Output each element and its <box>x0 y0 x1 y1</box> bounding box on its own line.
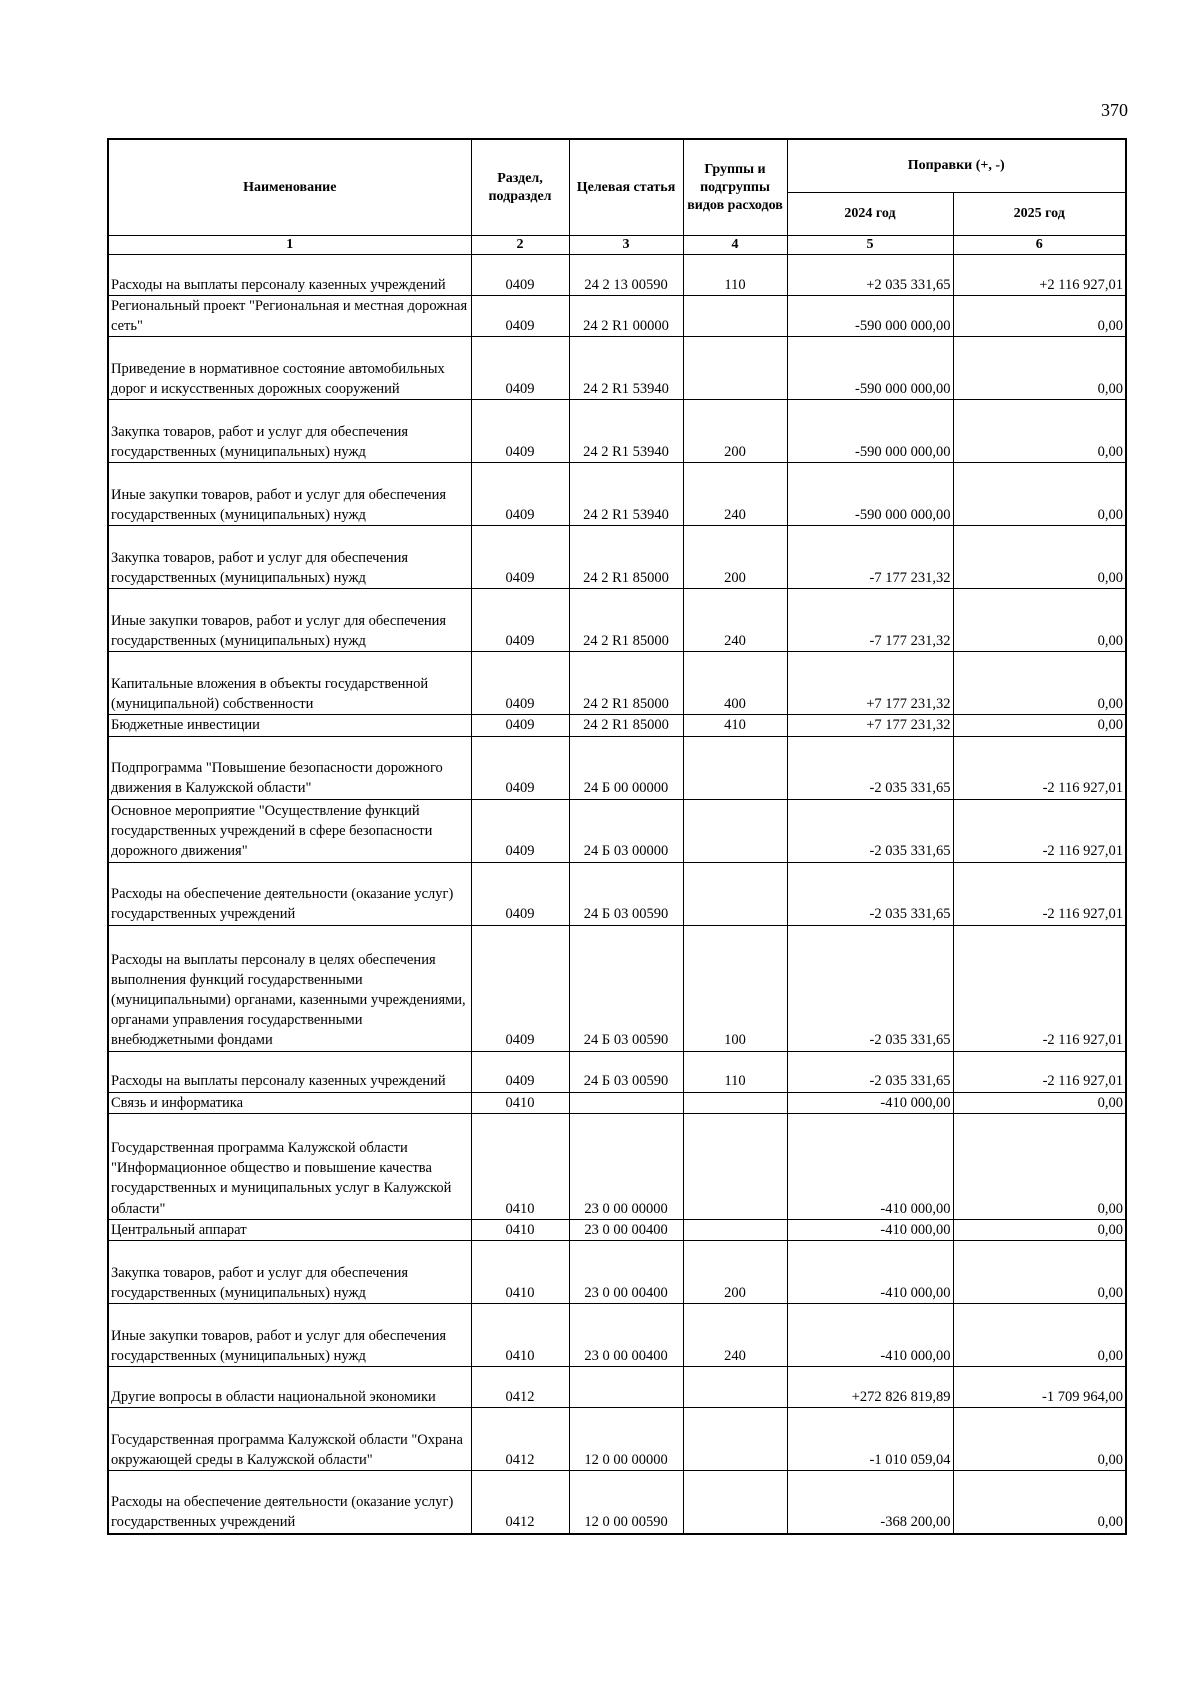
row-section: 0409 <box>471 1051 569 1092</box>
table-row <box>108 1408 1126 1471</box>
row-2024: -7 177 231,32 <box>787 526 953 589</box>
row-name: Расходы на выплаты персоналу казенных учреждений <box>108 1051 471 1092</box>
row-target: 12 0 00 00590 <box>569 1471 683 1534</box>
column-number: 6 <box>953 236 1126 255</box>
row-name: Закупка товаров, работ и услуг для обеспечения государственных (муниципальных) нужд <box>108 526 471 589</box>
row-group: 240 <box>683 1304 787 1367</box>
row-target: 24 2 R1 85000 <box>569 526 683 589</box>
row-target <box>569 1092 683 1113</box>
row-name: Региональный проект "Региональная и местная дорожная сеть" <box>108 296 471 337</box>
table-row <box>108 925 1126 1051</box>
row-section: 0409 <box>471 255 569 296</box>
row-target: 24 2 R1 85000 <box>569 652 683 715</box>
row-2025: -2 116 927,01 <box>953 1051 1126 1092</box>
row-2025: -2 116 927,01 <box>953 799 1126 862</box>
page-number: 370 <box>1101 100 1128 120</box>
row-name: Связь и информатика <box>108 1092 471 1113</box>
row-2025: 0,00 <box>953 1092 1126 1113</box>
table-row <box>108 1051 1126 1092</box>
header-year-2024: 2024 год <box>787 193 953 236</box>
row-2024: +7 177 231,32 <box>787 715 953 736</box>
row-target: 23 0 00 00400 <box>569 1304 683 1367</box>
row-group: 400 <box>683 652 787 715</box>
table-row <box>108 1471 1126 1534</box>
table-row <box>108 652 1126 715</box>
row-2025: 0,00 <box>953 296 1126 337</box>
row-name: Приведение в нормативное состояние автомобильных дорог и искусственных дорожных сооружений <box>108 337 471 400</box>
row-2025: 0,00 <box>953 463 1126 526</box>
header-name: Наименование <box>108 139 471 236</box>
row-section: 0412 <box>471 1408 569 1471</box>
row-2025: 0,00 <box>953 715 1126 736</box>
row-target: 24 2 R1 53940 <box>569 463 683 526</box>
row-section: 0409 <box>471 337 569 400</box>
row-2024: -410 000,00 <box>787 1113 953 1219</box>
row-2024: -1 010 059,04 <box>787 1408 953 1471</box>
row-2025: -2 116 927,01 <box>953 862 1126 925</box>
row-2025: 0,00 <box>953 589 1126 652</box>
row-section: 0409 <box>471 736 569 799</box>
row-target: 24 2 R1 53940 <box>569 337 683 400</box>
row-2024: -2 035 331,65 <box>787 736 953 799</box>
table-row <box>108 799 1126 862</box>
row-section: 0409 <box>471 799 569 862</box>
table-row <box>108 463 1126 526</box>
row-name: Основное мероприятие "Осуществление функций государственных учреждений в сфере безопасности дорожного движения" <box>108 799 471 862</box>
row-name: Закупка товаров, работ и услуг для обеспечения государственных (муниципальных) нужд <box>108 400 471 463</box>
row-group <box>683 1408 787 1471</box>
row-group <box>683 1367 787 1408</box>
row-2024: +7 177 231,32 <box>787 652 953 715</box>
row-section: 0409 <box>471 925 569 1051</box>
row-section: 0409 <box>471 400 569 463</box>
column-number: 5 <box>787 236 953 255</box>
row-2024: -2 035 331,65 <box>787 925 953 1051</box>
row-target: 24 2 R1 85000 <box>569 589 683 652</box>
row-name: Расходы на выплаты персоналу в целях обеспечения выполнения функций государственными (муниципальными) органами, казенными учреждениями, органами управления государственными внебюджетными фондами <box>108 925 471 1051</box>
row-2025: 0,00 <box>953 526 1126 589</box>
row-section: 0409 <box>471 715 569 736</box>
row-group: 110 <box>683 1051 787 1092</box>
row-section: 0409 <box>471 296 569 337</box>
row-2025: +2 116 927,01 <box>953 255 1126 296</box>
row-group: 110 <box>683 255 787 296</box>
row-group <box>683 862 787 925</box>
row-2024: -7 177 231,32 <box>787 589 953 652</box>
column-number: 1 <box>108 236 471 255</box>
row-2024: -410 000,00 <box>787 1304 953 1367</box>
row-group: 240 <box>683 463 787 526</box>
header-amendments: Поправки (+, -) <box>787 139 1126 193</box>
row-2025: 0,00 <box>953 1471 1126 1534</box>
row-section: 0410 <box>471 1241 569 1304</box>
header-groups: Группы и подгруппы видов расходов <box>683 139 787 236</box>
row-2024: -410 000,00 <box>787 1092 953 1113</box>
row-name: Бюджетные инвестиции <box>108 715 471 736</box>
table-row <box>108 715 1126 736</box>
row-section: 0412 <box>471 1367 569 1408</box>
table-row <box>108 526 1126 589</box>
row-2024: -2 035 331,65 <box>787 799 953 862</box>
row-2024: -2 035 331,65 <box>787 862 953 925</box>
row-name: Закупка товаров, работ и услуг для обеспечения государственных (муниципальных) нужд <box>108 1241 471 1304</box>
row-target: 23 0 00 00000 <box>569 1113 683 1219</box>
row-target: 23 0 00 00400 <box>569 1241 683 1304</box>
row-name: Расходы на выплаты персоналу казенных учреждений <box>108 255 471 296</box>
row-2025: -2 116 927,01 <box>953 736 1126 799</box>
row-2024: -2 035 331,65 <box>787 1051 953 1092</box>
header-section: Раздел, подраздел <box>471 139 569 236</box>
row-target: 24 2 R1 85000 <box>569 715 683 736</box>
row-name: Иные закупки товаров, работ и услуг для обеспечения государственных (муниципальных) нужд <box>108 1304 471 1367</box>
row-group <box>683 1113 787 1219</box>
row-target: 24 2 R1 53940 <box>569 400 683 463</box>
row-name: Капитальные вложения в объекты государственной (муниципальной) собственности <box>108 652 471 715</box>
row-target: 24 Б 03 00000 <box>569 799 683 862</box>
row-name: Государственная программа Калужской области "Охрана окружающей среды в Калужской области" <box>108 1408 471 1471</box>
row-target: 12 0 00 00000 <box>569 1408 683 1471</box>
budget-amendments-table <box>107 138 1127 1535</box>
row-group <box>683 799 787 862</box>
table-row <box>108 1241 1126 1304</box>
row-section: 0409 <box>471 652 569 715</box>
row-name: Государственная программа Калужской области "Информационное общество и повышение качества государственных и муниципальных услуг в Калужской области" <box>108 1113 471 1219</box>
row-name: Расходы на обеспечение деятельности (оказание услуг) государственных учреждений <box>108 862 471 925</box>
table-row <box>108 1219 1126 1240</box>
row-name: Центральный аппарат <box>108 1219 471 1240</box>
table-row <box>108 1367 1126 1408</box>
row-2025: -2 116 927,01 <box>953 925 1126 1051</box>
row-target: 24 Б 03 00590 <box>569 925 683 1051</box>
row-section: 0409 <box>471 589 569 652</box>
row-target: 24 Б 03 00590 <box>569 862 683 925</box>
row-section: 0410 <box>471 1113 569 1219</box>
row-group: 200 <box>683 400 787 463</box>
row-group <box>683 296 787 337</box>
table-row <box>108 337 1126 400</box>
row-name: Расходы на обеспечение деятельности (оказание услуг) государственных учреждений <box>108 1471 471 1534</box>
row-section: 0409 <box>471 463 569 526</box>
row-target: 24 Б 03 00590 <box>569 1051 683 1092</box>
row-group <box>683 1219 787 1240</box>
column-number: 2 <box>471 236 569 255</box>
row-2024: -368 200,00 <box>787 1471 953 1534</box>
table-row <box>108 1092 1126 1113</box>
row-2024: -410 000,00 <box>787 1241 953 1304</box>
row-2024: -590 000 000,00 <box>787 296 953 337</box>
row-2025: 0,00 <box>953 400 1126 463</box>
row-section: 0412 <box>471 1471 569 1534</box>
row-section: 0410 <box>471 1092 569 1113</box>
row-section: 0409 <box>471 862 569 925</box>
table-row <box>108 400 1126 463</box>
header-year-2025: 2025 год <box>953 193 1126 236</box>
row-2024: -590 000 000,00 <box>787 400 953 463</box>
table-row <box>108 736 1126 799</box>
row-name: Подпрограмма "Повышение безопасности дорожного движения в Калужской области" <box>108 736 471 799</box>
row-2024: -590 000 000,00 <box>787 337 953 400</box>
row-group <box>683 1471 787 1534</box>
row-2025: 0,00 <box>953 652 1126 715</box>
table-row <box>108 589 1126 652</box>
row-group: 200 <box>683 526 787 589</box>
row-group: 200 <box>683 1241 787 1304</box>
row-target: 24 2 13 00590 <box>569 255 683 296</box>
row-2024: +2 035 331,65 <box>787 255 953 296</box>
header-target: Целевая статья <box>569 139 683 236</box>
table-body <box>108 255 1126 1534</box>
row-section: 0409 <box>471 526 569 589</box>
row-2024: +272 826 819,89 <box>787 1367 953 1408</box>
column-number: 4 <box>683 236 787 255</box>
row-name: Другие вопросы в области национальной экономики <box>108 1367 471 1408</box>
row-2024: -410 000,00 <box>787 1219 953 1240</box>
table-row <box>108 1113 1126 1219</box>
row-name: Иные закупки товаров, работ и услуг для обеспечения государственных (муниципальных) нужд <box>108 589 471 652</box>
row-group <box>683 736 787 799</box>
row-target: 24 Б 00 00000 <box>569 736 683 799</box>
table-row <box>108 296 1126 337</box>
row-name: Иные закупки товаров, работ и услуг для обеспечения государственных (муниципальных) нужд <box>108 463 471 526</box>
row-section: 0410 <box>471 1219 569 1240</box>
table-row <box>108 1304 1126 1367</box>
row-2025: 0,00 <box>953 1304 1126 1367</box>
row-2025: 0,00 <box>953 1241 1126 1304</box>
row-group <box>683 337 787 400</box>
row-group <box>683 1092 787 1113</box>
row-2025: 0,00 <box>953 1219 1126 1240</box>
column-number: 3 <box>569 236 683 255</box>
table-row <box>108 862 1126 925</box>
row-2024: -590 000 000,00 <box>787 463 953 526</box>
row-group: 100 <box>683 925 787 1051</box>
row-2025: 0,00 <box>953 1408 1126 1471</box>
row-group: 240 <box>683 589 787 652</box>
row-2025: -1 709 964,00 <box>953 1367 1126 1408</box>
row-target: 23 0 00 00400 <box>569 1219 683 1240</box>
row-2025: 0,00 <box>953 337 1126 400</box>
row-2025: 0,00 <box>953 1113 1126 1219</box>
row-group: 410 <box>683 715 787 736</box>
row-target: 24 2 R1 00000 <box>569 296 683 337</box>
row-target <box>569 1367 683 1408</box>
table-row <box>108 255 1126 296</box>
row-section: 0410 <box>471 1304 569 1367</box>
